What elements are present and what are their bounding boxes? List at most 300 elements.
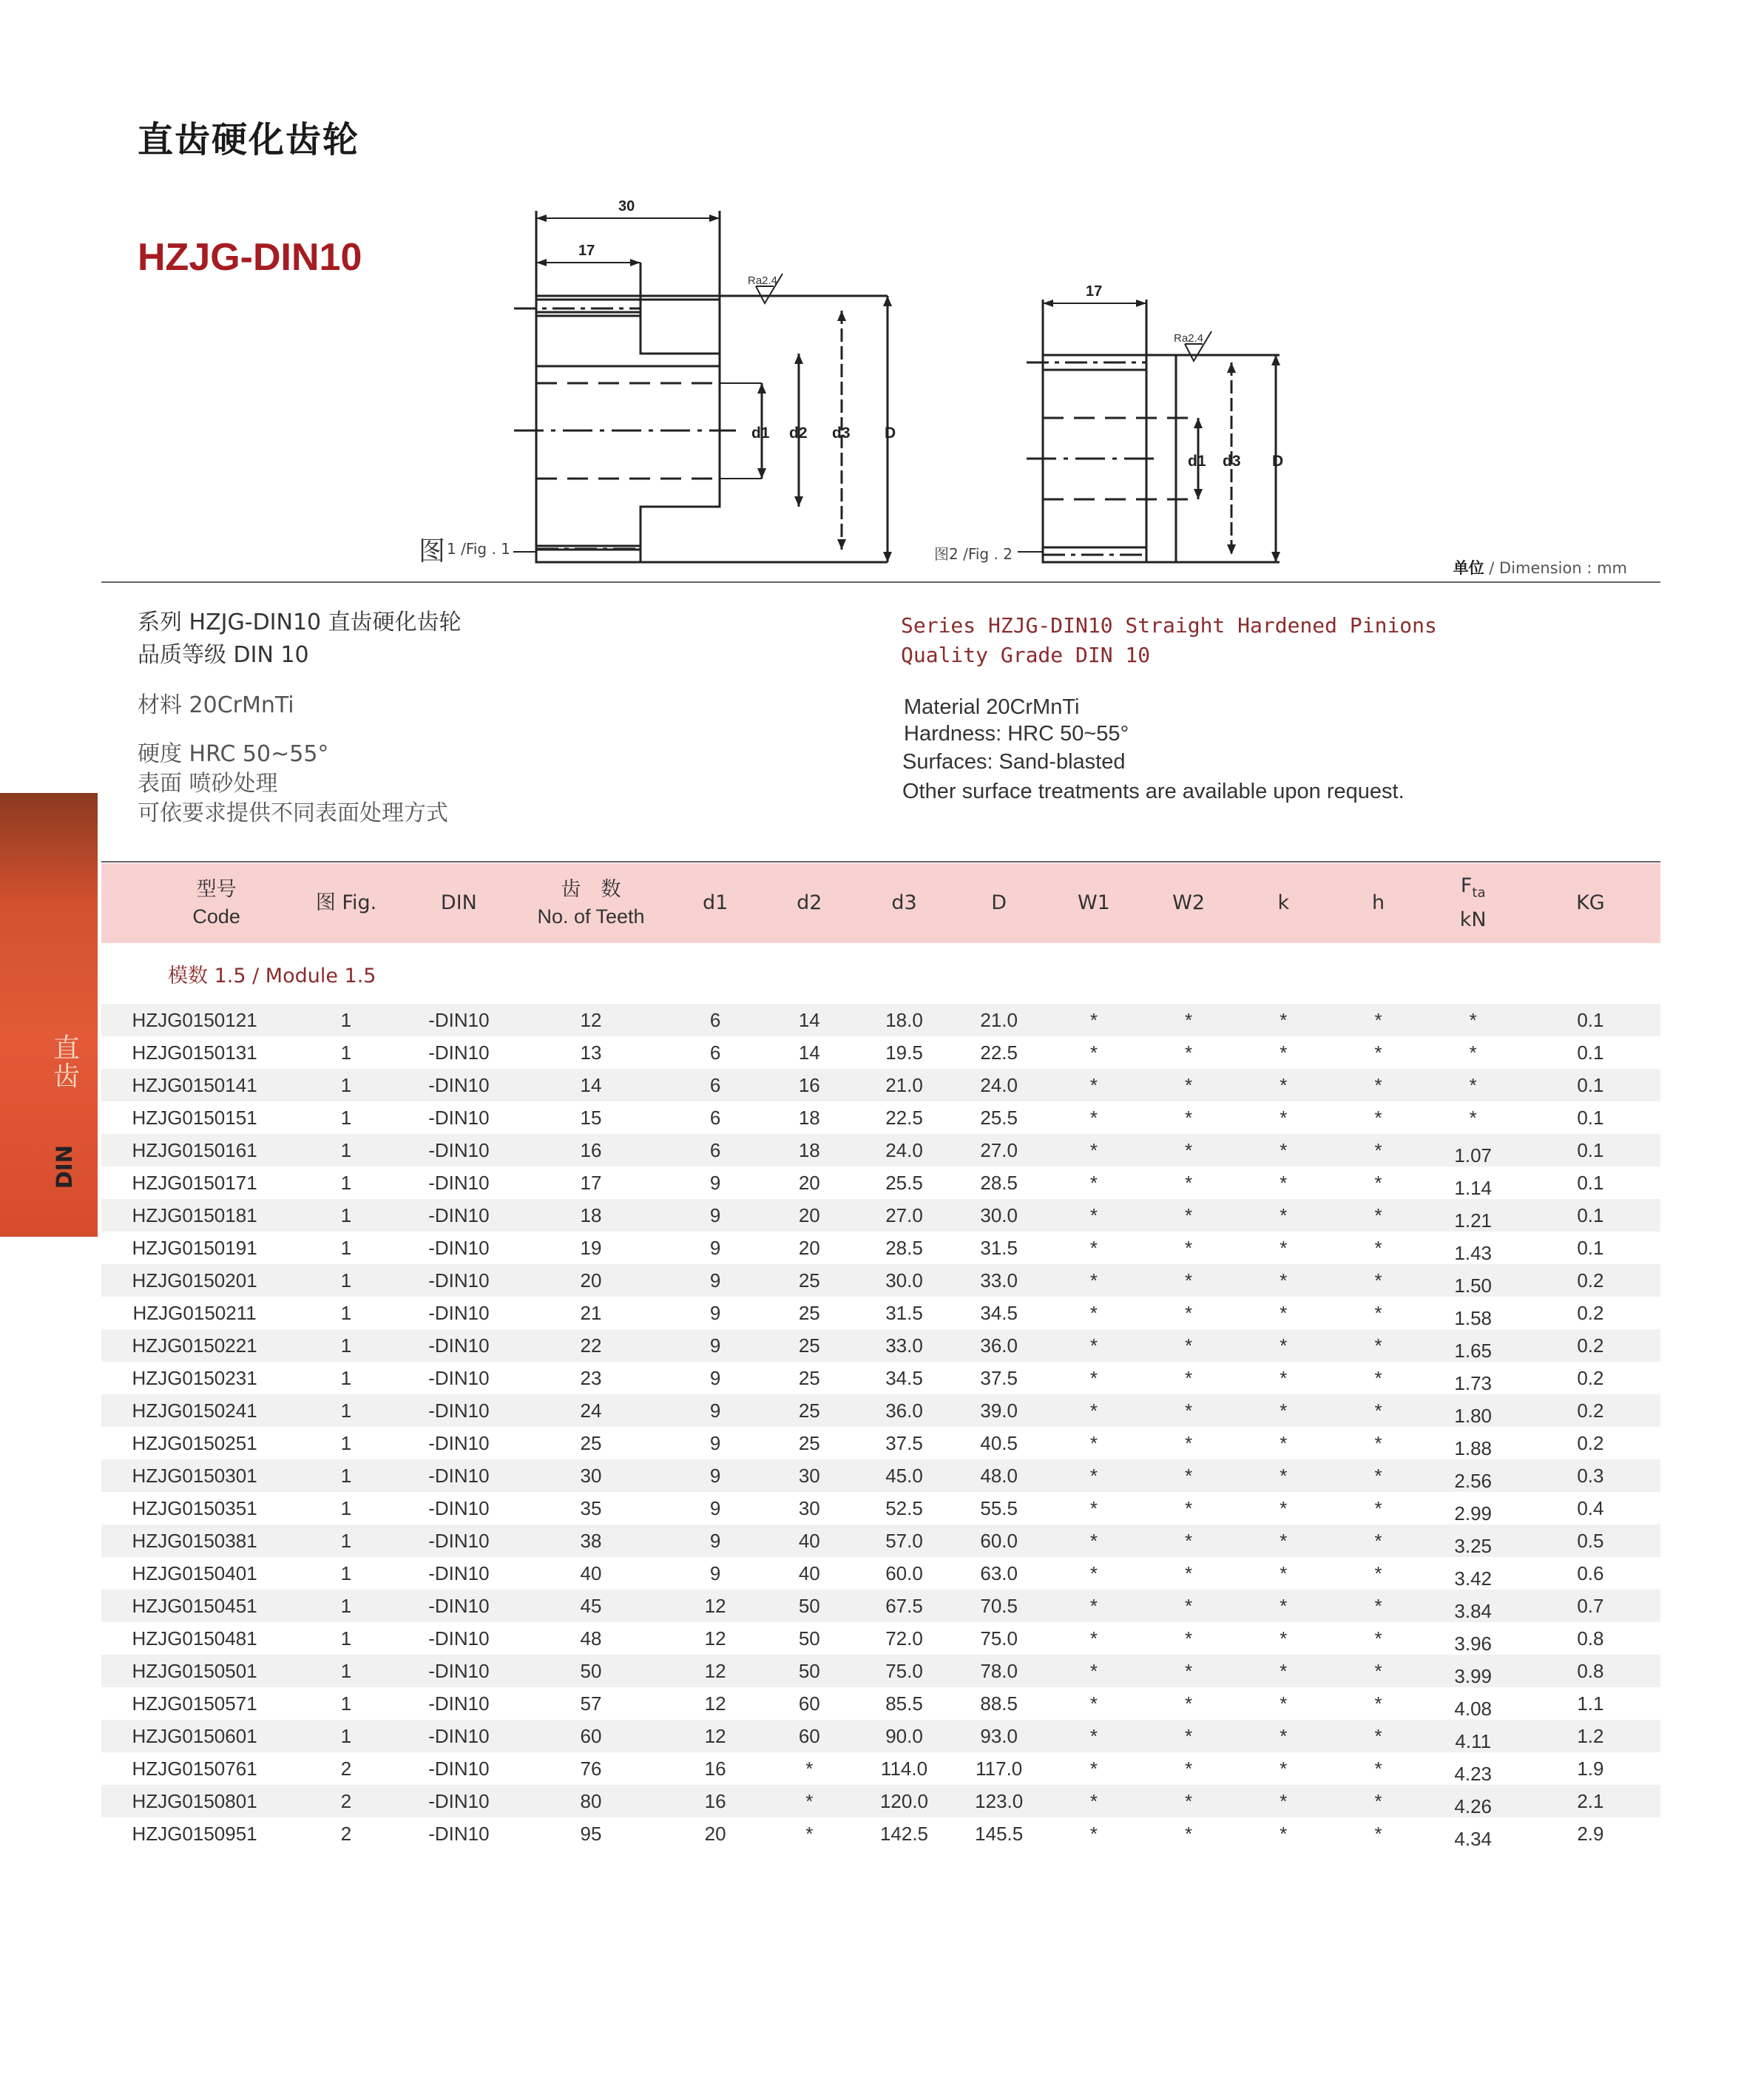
- cell-k: *: [1280, 1106, 1288, 1129]
- spec-cn-surface: 表面 喷砂处理: [138, 771, 278, 797]
- cell-teeth: 22: [513, 1329, 669, 1362]
- cell-d3: 90.0: [856, 1720, 951, 1752]
- cell-code: HZJG0150381: [101, 1525, 288, 1557]
- table-row: [101, 1622, 1660, 1655]
- cell-d1: 12: [669, 1655, 762, 1687]
- cell-w2: *: [1141, 1459, 1236, 1492]
- cell-d2: 14: [798, 1041, 820, 1064]
- cell-D: 37.5: [980, 1366, 1018, 1389]
- cell-h: *: [1374, 1822, 1382, 1845]
- cell-fta: 2.56: [1426, 1459, 1521, 1492]
- cell-fta: 1.50: [1426, 1264, 1521, 1297]
- cell-k: *: [1280, 1366, 1288, 1389]
- cell-d2: 40: [762, 1525, 856, 1557]
- cell-D: 70.5: [952, 1590, 1047, 1622]
- cell-code: HZJG0150401: [132, 1562, 257, 1584]
- cell-d3: 18.0: [856, 1004, 951, 1036]
- figure-1-drawing: [414, 192, 917, 570]
- cell-D: 117.0: [976, 1757, 1023, 1780]
- header-D: D: [952, 863, 1047, 943]
- cell-d1: 6: [669, 1134, 762, 1167]
- cell-w1: *: [1089, 1366, 1098, 1389]
- cell-teeth: 12: [513, 1004, 669, 1036]
- cell-k: *: [1280, 1301, 1288, 1324]
- cell-d1: 9: [669, 1459, 762, 1492]
- cell-D: 60.0: [952, 1525, 1047, 1557]
- cell-d3: 120.0: [856, 1785, 951, 1817]
- cell-d3: 27.0: [856, 1199, 951, 1232]
- cell-D: 75.0: [980, 1627, 1018, 1650]
- cell-code: HZJG0150211: [132, 1301, 257, 1324]
- cell-fig: 1: [340, 1627, 352, 1650]
- cell-din: -DIN10: [405, 1525, 513, 1557]
- cell-w1: *: [1089, 1496, 1098, 1519]
- table-row: [101, 1232, 1660, 1264]
- cell-din: -DIN10: [405, 1394, 513, 1427]
- cell-din: -DIN10: [428, 1627, 490, 1650]
- cell-d3: 25.5: [885, 1171, 923, 1194]
- fig2-ra-label: Ra2.4: [1174, 332, 1204, 345]
- cell-d3: 60.0: [885, 1562, 923, 1584]
- cell-d1: 16: [669, 1785, 762, 1817]
- cell-din: -DIN10: [405, 1655, 513, 1687]
- cell-fta: 4.11: [1426, 1720, 1521, 1752]
- cell-D: 145.5: [975, 1822, 1024, 1845]
- header-teeth: 齿 数 No. of Teeth: [513, 863, 669, 943]
- header-w2: W2: [1141, 863, 1236, 943]
- cell-w2: *: [1185, 1171, 1193, 1194]
- page-heading: 直齿硬化齿轮: [138, 119, 360, 161]
- cell-w1: *: [1047, 1785, 1141, 1817]
- cell-w2: *: [1141, 1394, 1236, 1427]
- cell-fta: 1.07: [1426, 1134, 1521, 1167]
- spec-cn-other: 可依要求提供不同表面处理方式: [138, 800, 448, 826]
- cell-w2: *: [1141, 1785, 1236, 1817]
- cell-d3: 57.0: [856, 1525, 951, 1557]
- cell-fig: 1: [340, 1301, 352, 1324]
- cell-d3: 114.0: [880, 1757, 928, 1780]
- cell-din: -DIN10: [428, 1822, 490, 1845]
- table-row: [101, 1362, 1660, 1394]
- cell-din: -DIN10: [405, 1134, 513, 1167]
- header-d2: d2: [762, 863, 856, 943]
- cell-w1: *: [1047, 1264, 1141, 1297]
- cell-fig: 1: [288, 1459, 405, 1492]
- cell-kg: 0.1: [1521, 1069, 1660, 1101]
- table-header-row: [101, 863, 1660, 943]
- cell-teeth: 50: [513, 1655, 669, 1687]
- cell-d3: 52.5: [885, 1496, 923, 1519]
- cell-d1: 6: [709, 1106, 721, 1129]
- fig1-label-d3: d3: [832, 425, 851, 442]
- cell-code: HZJG0150801: [101, 1785, 288, 1817]
- cell-d1: 6: [669, 1004, 762, 1036]
- cell-h: *: [1374, 1627, 1382, 1650]
- cell-d1: 9: [709, 1171, 721, 1194]
- cell-w1: *: [1089, 1627, 1098, 1650]
- spec-cn-grade: 品质等级 DIN 10: [138, 642, 309, 668]
- table-row: [101, 1590, 1660, 1622]
- cell-d1: 9: [669, 1525, 762, 1557]
- cell-din: -DIN10: [405, 1004, 513, 1036]
- header-k: k: [1236, 863, 1331, 943]
- cell-d1: 9: [669, 1329, 762, 1362]
- cell-k: *: [1236, 1590, 1331, 1622]
- cell-fig: 1: [288, 1199, 405, 1232]
- cell-code: HZJG0150351: [132, 1496, 257, 1519]
- cell-fig: 1: [288, 1525, 405, 1557]
- cell-fta: 1.14: [1454, 1177, 1493, 1199]
- cell-din: -DIN10: [405, 1720, 513, 1752]
- cell-fta: 3.84: [1426, 1590, 1521, 1622]
- cell-w1: *: [1047, 1590, 1141, 1622]
- spec-en-surface: Surfaces: Sand-blasted: [902, 750, 1126, 774]
- cell-D: 21.0: [952, 1004, 1047, 1036]
- cell-fta: *: [1426, 1069, 1521, 1101]
- cell-fta: *: [1469, 1106, 1477, 1129]
- cell-d3: 28.5: [885, 1236, 923, 1259]
- cell-h: *: [1374, 1366, 1382, 1389]
- cell-d2: 60: [762, 1720, 856, 1752]
- cell-kg: 2.9: [1577, 1822, 1604, 1845]
- cell-D: 63.0: [980, 1562, 1018, 1584]
- cell-fta: 3.96: [1454, 1633, 1493, 1655]
- cell-d2: 25: [798, 1431, 820, 1454]
- cell-d1: 9: [709, 1496, 721, 1519]
- cell-fta: 1.21: [1426, 1199, 1521, 1232]
- dimension-note: [1453, 556, 1627, 578]
- header-h: h: [1331, 863, 1425, 943]
- cell-d3: 30.0: [856, 1264, 951, 1297]
- cell-kg: 0.2: [1577, 1301, 1604, 1324]
- cell-w2: *: [1185, 1496, 1193, 1519]
- cell-w1: *: [1047, 1720, 1141, 1752]
- cell-code: HZJG0150121: [101, 1004, 288, 1036]
- cell-w1: *: [1089, 1562, 1098, 1584]
- cell-d1: 12: [669, 1720, 762, 1752]
- cell-code: HZJG0150951: [132, 1822, 257, 1845]
- module-label: 模数 1.5 / Module 1.5: [168, 964, 376, 987]
- cell-w2: *: [1185, 1431, 1193, 1454]
- cell-d1: 9: [669, 1394, 762, 1427]
- cell-kg: 0.1: [1521, 1004, 1660, 1036]
- cell-kg: 0.1: [1577, 1171, 1604, 1194]
- model-title: HZJG-DIN10: [138, 236, 362, 279]
- cell-fta: 4.08: [1454, 1698, 1493, 1720]
- cell-h: *: [1374, 1171, 1382, 1194]
- cell-w1: *: [1047, 1525, 1141, 1557]
- cell-teeth: 25: [580, 1431, 602, 1454]
- table-row: [101, 1199, 1660, 1232]
- cell-w1: *: [1047, 1069, 1141, 1101]
- cell-teeth: 45: [513, 1590, 669, 1622]
- table-row: [101, 1817, 1660, 1850]
- cell-d3: 37.5: [885, 1431, 923, 1454]
- cell-k: *: [1236, 1069, 1331, 1101]
- cell-teeth: 15: [580, 1106, 602, 1129]
- table-row: [101, 1036, 1660, 1069]
- table-row: [101, 1297, 1660, 1329]
- cell-h: *: [1331, 1590, 1425, 1622]
- cell-d2: 25: [762, 1394, 856, 1427]
- cell-k: *: [1280, 1496, 1288, 1519]
- table-row: [101, 1752, 1660, 1785]
- table-row: [101, 1687, 1660, 1720]
- cell-fta: 3.99: [1426, 1655, 1521, 1687]
- cell-fig: 1: [340, 1106, 352, 1129]
- cell-fig: 1: [288, 1004, 405, 1036]
- cell-din: -DIN10: [428, 1692, 490, 1715]
- cell-kg: 0.1: [1577, 1106, 1604, 1129]
- cell-code: HZJG0150451: [101, 1590, 288, 1622]
- cell-d3: 34.5: [885, 1366, 923, 1389]
- cell-k: *: [1236, 1264, 1331, 1297]
- spec-en-grade: Quality Grade DIN 10: [901, 643, 1151, 667]
- cell-fta: 1.73: [1454, 1372, 1493, 1394]
- fig2-caption-leader: [1018, 548, 1043, 556]
- cell-code: HZJG0150231: [132, 1366, 257, 1389]
- cell-d3: 36.0: [856, 1394, 951, 1427]
- fig2-label-d3: d3: [1223, 453, 1241, 470]
- spec-en-other: Other surface treatments are available upon request.: [902, 780, 1405, 803]
- cell-fig: 1: [340, 1431, 352, 1454]
- table-row: [101, 1394, 1660, 1427]
- cell-teeth: 57: [580, 1692, 602, 1715]
- cell-D: 39.0: [952, 1394, 1047, 1427]
- cell-d1: 12: [704, 1627, 726, 1650]
- cell-fig: 1: [340, 1236, 352, 1259]
- cell-h: *: [1374, 1562, 1382, 1584]
- cell-teeth: 48: [580, 1627, 602, 1650]
- cell-kg: 0.3: [1521, 1459, 1660, 1492]
- cell-din: -DIN10: [428, 1041, 490, 1064]
- cell-din: -DIN10: [405, 1785, 513, 1817]
- cell-d2: 14: [762, 1004, 856, 1036]
- cell-d2: *: [762, 1785, 856, 1817]
- cell-kg: 0.8: [1521, 1655, 1660, 1687]
- cell-din: -DIN10: [428, 1366, 490, 1389]
- cell-w1: *: [1089, 1041, 1098, 1064]
- cell-din: -DIN10: [428, 1757, 490, 1780]
- cell-D: 34.5: [980, 1301, 1018, 1324]
- cell-w2: *: [1185, 1692, 1193, 1715]
- cell-h: *: [1331, 1199, 1425, 1232]
- cell-code: HZJG0150241: [101, 1394, 288, 1427]
- cell-fig: 1: [340, 1366, 352, 1389]
- cell-k: *: [1280, 1041, 1288, 1064]
- cell-code: HZJG0150191: [132, 1236, 257, 1259]
- cell-k: *: [1280, 1431, 1288, 1454]
- side-tab-en: DIN: [52, 1145, 77, 1189]
- cell-d3: 75.0: [856, 1655, 951, 1687]
- header-code: 型号 Code: [101, 863, 288, 943]
- cell-w1: *: [1089, 1236, 1098, 1259]
- cell-d2: 16: [762, 1069, 856, 1101]
- fig1-caption-leader: [513, 548, 535, 556]
- cell-k: *: [1236, 1329, 1331, 1362]
- cell-h: *: [1331, 1329, 1425, 1362]
- fig2-caption: 图2 /Fig . 2: [934, 545, 1013, 563]
- table-row: [101, 1427, 1660, 1459]
- cell-fig: 1: [288, 1329, 405, 1362]
- cell-w2: *: [1141, 1199, 1236, 1232]
- cell-code: HZJG0150501: [101, 1655, 288, 1687]
- cell-fta: 4.34: [1454, 1828, 1493, 1850]
- cell-h: *: [1374, 1041, 1382, 1064]
- cell-fig: 1: [340, 1041, 352, 1064]
- cell-d2: 25: [762, 1264, 856, 1297]
- cell-h: *: [1331, 1720, 1425, 1752]
- cell-h: *: [1374, 1431, 1382, 1454]
- cell-kg: 0.5: [1521, 1525, 1660, 1557]
- cell-fta: *: [1469, 1041, 1477, 1064]
- cell-fig: 1: [340, 1171, 352, 1194]
- fig1-label-D: D: [885, 425, 896, 442]
- cell-h: *: [1374, 1496, 1382, 1519]
- fig1-ra-label: Ra2.4: [748, 274, 778, 287]
- cell-d2: *: [805, 1822, 814, 1845]
- cell-fta: 4.26: [1426, 1785, 1521, 1817]
- cell-D: 28.5: [980, 1171, 1018, 1194]
- cell-d2: 20: [798, 1236, 820, 1259]
- cell-code: HZJG0150251: [132, 1431, 257, 1454]
- cell-code: HZJG0150761: [132, 1757, 257, 1780]
- cell-kg: 1.2: [1521, 1720, 1660, 1752]
- cell-kg: 0.1: [1521, 1199, 1660, 1232]
- cell-k: *: [1236, 1134, 1331, 1167]
- cell-teeth: 30: [513, 1459, 669, 1492]
- cell-teeth: 17: [580, 1171, 602, 1194]
- cell-D: 36.0: [952, 1329, 1047, 1362]
- cell-w1: *: [1047, 1134, 1141, 1167]
- cell-kg: 0.1: [1577, 1041, 1604, 1064]
- cell-w2: *: [1185, 1106, 1193, 1129]
- cell-d2: 50: [798, 1627, 820, 1650]
- cell-d1: 9: [709, 1236, 721, 1259]
- cell-d3: 19.5: [885, 1041, 923, 1064]
- cell-w2: *: [1185, 1757, 1193, 1780]
- cell-fta: 1.58: [1454, 1307, 1493, 1329]
- cell-code: HZJG0150151: [132, 1106, 257, 1129]
- cell-w2: *: [1185, 1822, 1193, 1845]
- fig1-dim-17: 17: [578, 243, 595, 259]
- cell-din: -DIN10: [428, 1301, 490, 1324]
- cell-fta: 3.25: [1426, 1525, 1521, 1557]
- cell-d3: 45.0: [856, 1459, 951, 1492]
- fig2-label-d1: d1: [1188, 453, 1206, 470]
- cell-w2: *: [1185, 1366, 1193, 1389]
- cell-fta: 1.80: [1426, 1394, 1521, 1427]
- cell-teeth: 19: [580, 1236, 602, 1259]
- cell-d2: 18: [762, 1134, 856, 1167]
- cell-d2: 40: [798, 1562, 820, 1584]
- cell-D: 27.0: [952, 1134, 1047, 1167]
- header-kg: KG: [1521, 863, 1660, 943]
- cell-D: 123.0: [952, 1785, 1047, 1817]
- spec-table: [101, 863, 1660, 1850]
- spec-cn-series: 系列 HZJG-DIN10 直齿硬化齿轮: [138, 610, 462, 635]
- cell-fig: 1: [288, 1394, 405, 1427]
- cell-fig: 1: [340, 1562, 352, 1584]
- cell-d1: 9: [709, 1562, 721, 1584]
- spec-en-hardness: Hardness: HRC 50~55°: [904, 722, 1129, 746]
- table-row: [101, 1459, 1660, 1492]
- cell-k: *: [1280, 1236, 1288, 1259]
- cell-w2: *: [1141, 1329, 1236, 1362]
- cell-code: HZJG0150181: [101, 1199, 288, 1232]
- dimension-note-sep: /: [1484, 559, 1500, 577]
- cell-D: 40.5: [980, 1431, 1018, 1454]
- cell-w1: *: [1047, 1199, 1141, 1232]
- cell-w1: *: [1089, 1106, 1098, 1129]
- cell-din: -DIN10: [405, 1459, 513, 1492]
- cell-d2: 60: [798, 1692, 820, 1715]
- cell-k: *: [1236, 1199, 1331, 1232]
- cell-k: *: [1236, 1459, 1331, 1492]
- cell-code: HZJG0150601: [101, 1720, 288, 1752]
- header-w1: W1: [1047, 863, 1141, 943]
- cell-d1: 9: [669, 1199, 762, 1232]
- cell-fig: 1: [288, 1069, 405, 1101]
- cell-h: *: [1374, 1757, 1382, 1780]
- cell-D: 88.5: [980, 1692, 1018, 1715]
- cell-fig: 2: [288, 1785, 405, 1817]
- cell-w1: *: [1089, 1171, 1098, 1194]
- cell-fig: 1: [340, 1692, 352, 1715]
- cell-kg: 0.1: [1577, 1236, 1604, 1259]
- cell-d3: 142.5: [879, 1822, 929, 1845]
- cell-k: *: [1280, 1692, 1288, 1715]
- cell-D: 48.0: [952, 1459, 1047, 1492]
- cell-teeth: 40: [580, 1562, 602, 1584]
- fig1-label-d2: d2: [789, 425, 808, 442]
- cell-teeth: 95: [580, 1822, 602, 1845]
- cell-w1: *: [1089, 1757, 1098, 1780]
- cell-d2: 20: [798, 1171, 820, 1194]
- cell-h: *: [1331, 1134, 1425, 1167]
- cell-d1: 9: [709, 1301, 721, 1324]
- cell-h: *: [1374, 1236, 1382, 1259]
- cell-d1: 9: [709, 1431, 721, 1454]
- cell-kg: 0.8: [1577, 1627, 1604, 1650]
- cell-d3: 33.0: [856, 1329, 951, 1362]
- cell-kg: 2.1: [1521, 1785, 1660, 1817]
- cell-k: *: [1236, 1655, 1331, 1687]
- cell-k: *: [1280, 1562, 1288, 1584]
- table-row: [101, 1264, 1660, 1297]
- cell-D: 25.5: [980, 1106, 1018, 1129]
- cell-w2: *: [1141, 1004, 1236, 1036]
- cell-teeth: 16: [513, 1134, 669, 1167]
- cell-teeth: 18: [513, 1199, 669, 1232]
- cell-d1: 9: [709, 1366, 721, 1389]
- cell-h: *: [1331, 1459, 1425, 1492]
- cell-k: *: [1280, 1627, 1288, 1650]
- cell-fig: 1: [288, 1590, 405, 1622]
- cell-k: *: [1236, 1394, 1331, 1427]
- cell-d3: 22.5: [885, 1106, 923, 1129]
- table-row: [101, 1101, 1660, 1134]
- table-row: [101, 1525, 1660, 1557]
- cell-d2: *: [805, 1757, 814, 1780]
- cell-fig: 1: [288, 1655, 405, 1687]
- cell-kg: 0.7: [1521, 1590, 1660, 1622]
- spec-en-series: Series HZJG-DIN10 Straight Hardened Pinions: [901, 613, 1437, 638]
- table-row: [101, 1557, 1660, 1590]
- cell-fig: 1: [288, 1720, 405, 1752]
- side-section-tab[interactable]: [0, 793, 98, 1237]
- cell-fta: 3.42: [1454, 1567, 1493, 1590]
